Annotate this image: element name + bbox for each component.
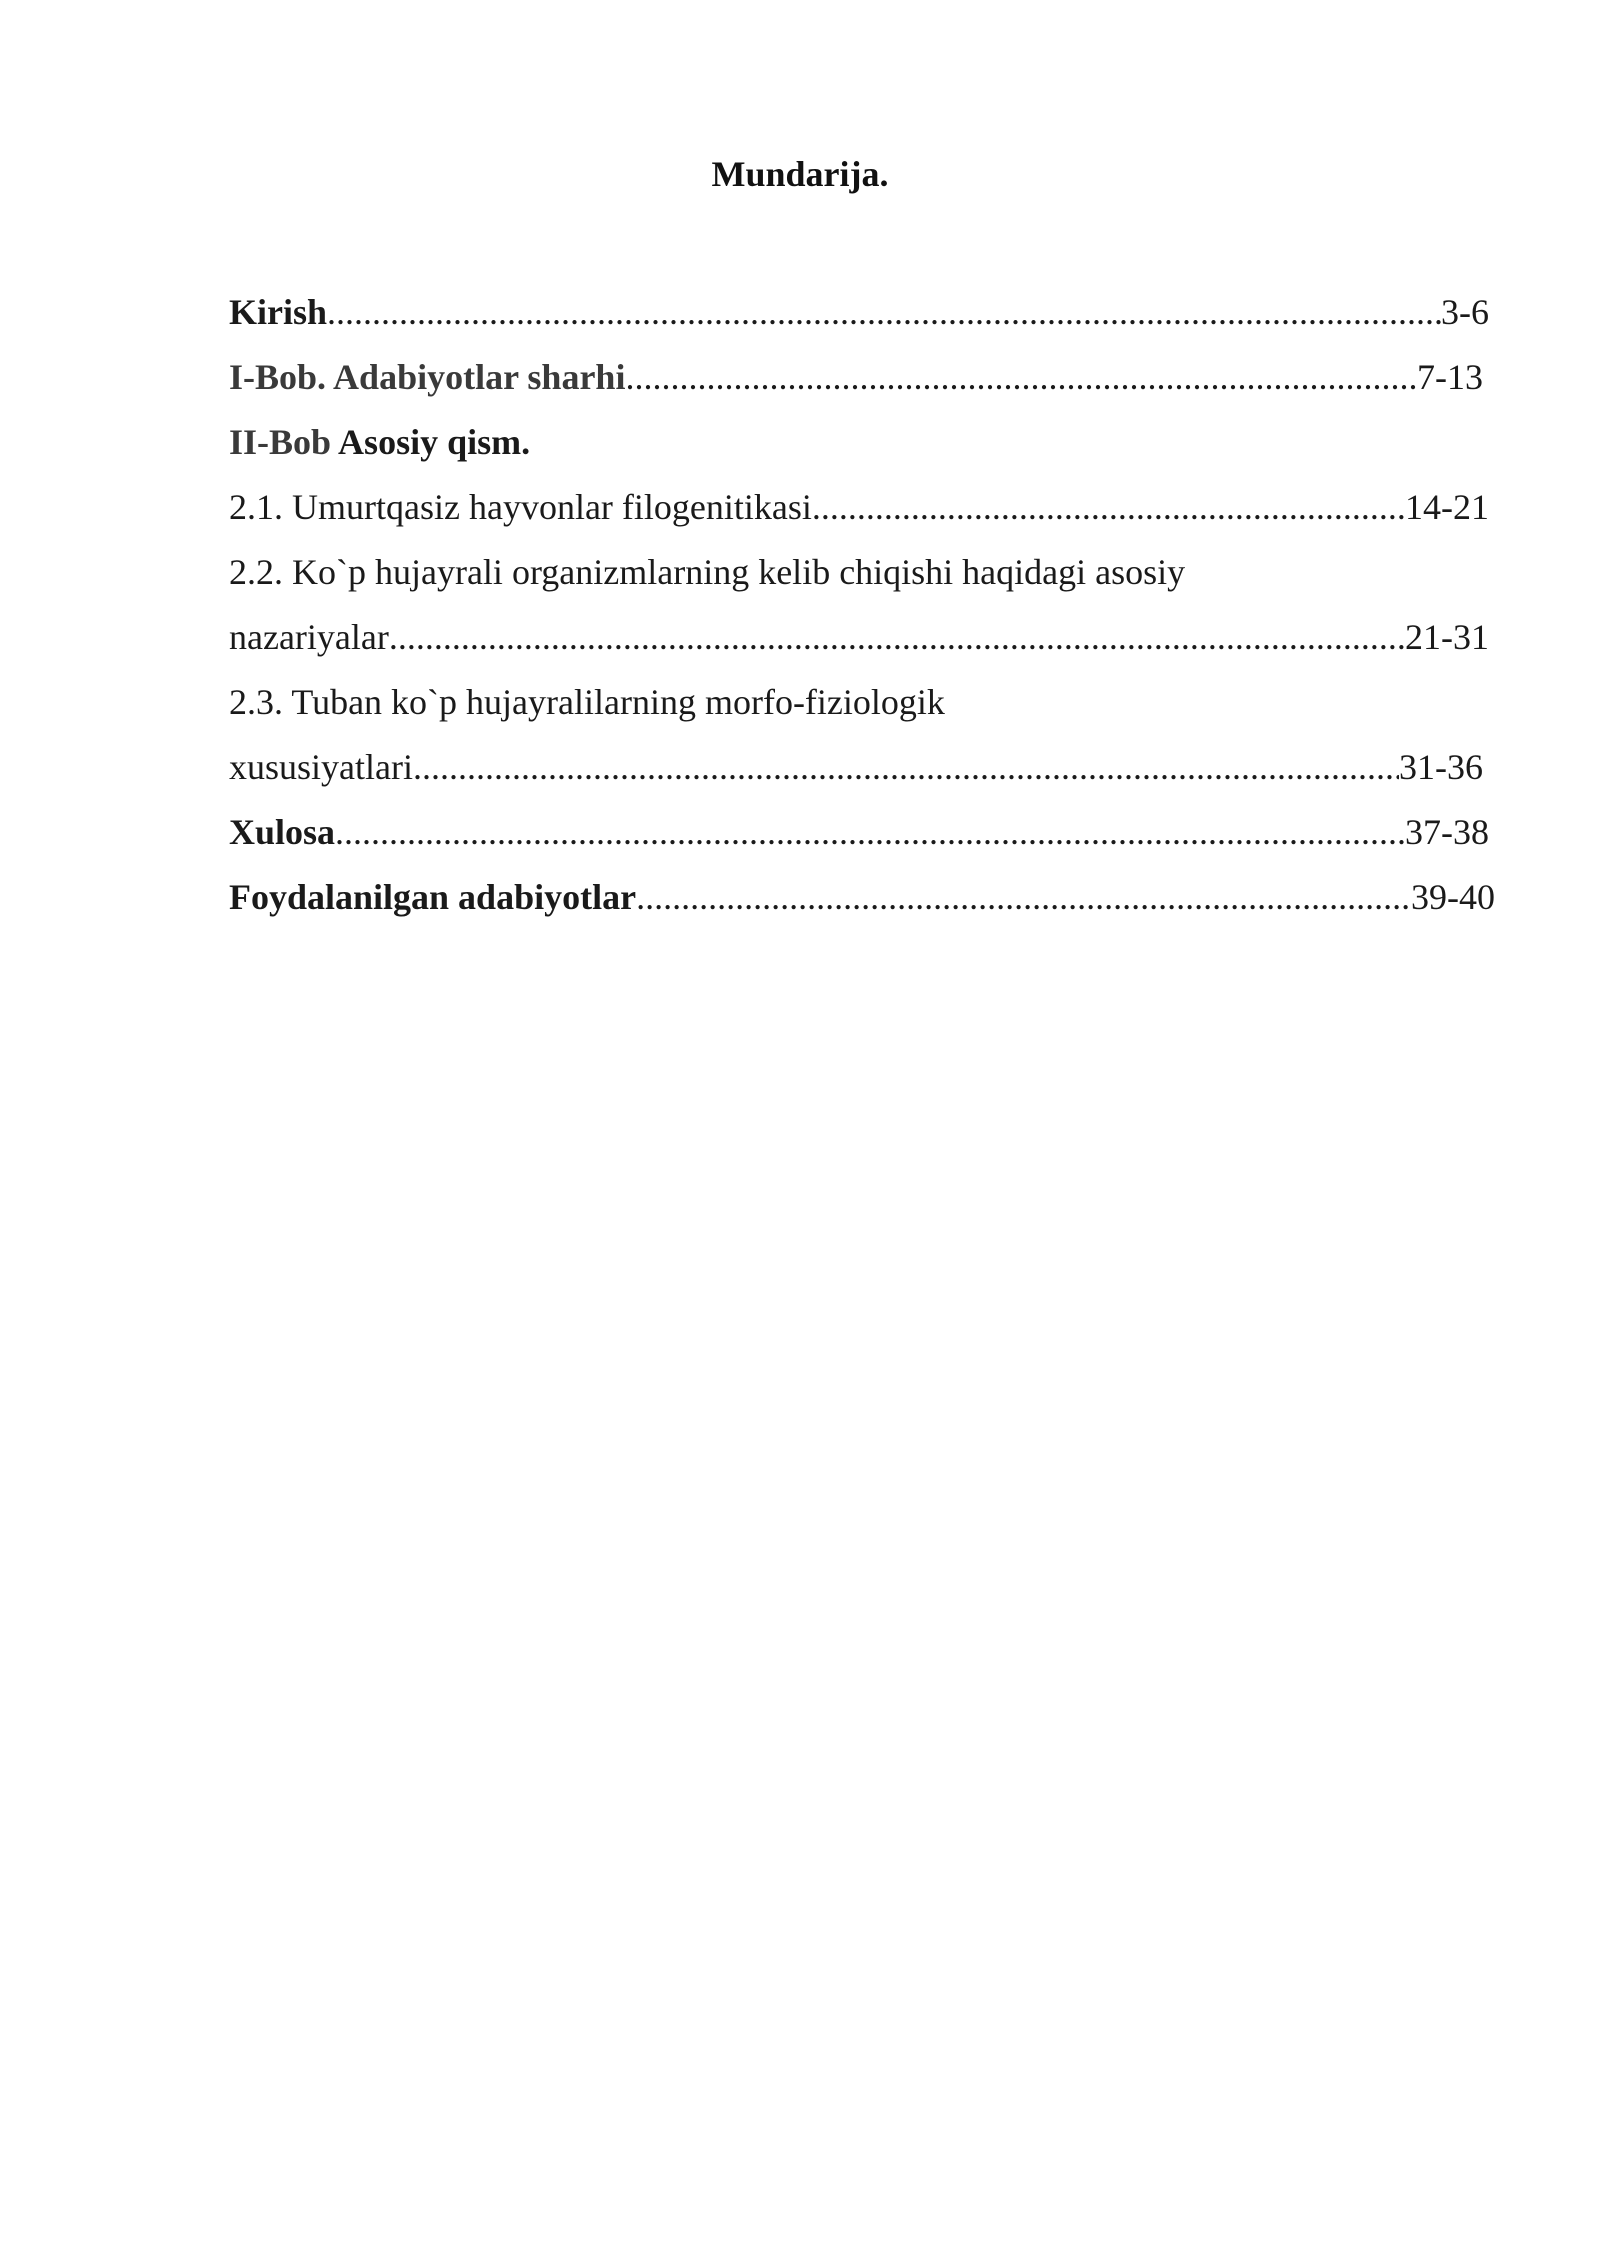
toc-entry-label: Xulosa: [229, 812, 336, 852]
dot-leader: [625, 345, 1417, 410]
toc-entry-page: 7-13: [1417, 345, 1483, 410]
toc-entry-label: 2.3. Tuban ko`p hujayralilarning morfo-fiziologik: [229, 682, 945, 722]
dot-leader: [636, 865, 1411, 930]
toc-entry-page: 39-40: [1411, 865, 1495, 930]
dot-leader: [413, 735, 1399, 800]
toc-entry-label-prefix: II-Bob: [229, 422, 332, 462]
toc-entry-page: 37-38: [1405, 800, 1489, 865]
toc-entry-section-2-3-line2: [229, 735, 1483, 800]
toc-entry-label: xususiyatlari: [229, 747, 413, 787]
toc-entry-label: 2.2. Ko`p hujayrali organizmlarning kelib chiqishi haqidagi asosiy: [229, 552, 1186, 592]
toc-entry-label: Foydalanilgan adabiyotlar: [229, 877, 637, 917]
toc-entry-chapter-1: [229, 345, 1483, 410]
toc-entry-label: I-Bob. Adabiyotlar sharhi: [229, 357, 626, 397]
toc-entry-label: Kirish: [229, 292, 328, 332]
toc-entry-xulosa: [229, 800, 1489, 865]
toc-entry-kirish: [229, 280, 1489, 345]
toc-entry-page: 3-6: [1441, 280, 1489, 345]
dot-leader: [327, 280, 1441, 345]
toc-entry-page: 21-31: [1405, 605, 1489, 670]
toc-entry-section-2-2-line1: [229, 540, 1489, 605]
toc-entry-page: 14-21: [1405, 475, 1489, 540]
toc-entry-section-2-1: [229, 475, 1489, 540]
toc-entry-label: Asosiy qism.: [331, 422, 531, 462]
toc-entry-label: 2.1. Umurtqasiz hayvonlar filogenitikasi: [229, 487, 812, 527]
toc-entry-references: [229, 865, 1495, 930]
dot-leader: [335, 800, 1405, 865]
toc-entry-page: 31-36: [1399, 735, 1483, 800]
toc-entry-section-2-3-line1: [229, 670, 1489, 735]
dot-leader: [812, 475, 1405, 540]
dot-leader: [389, 605, 1405, 670]
toc-entry-chapter-2: [229, 410, 1489, 475]
page-title: Mundarija.: [711, 154, 889, 194]
toc-entry-label: nazariyalar: [229, 617, 389, 657]
table-of-contents: [229, 280, 1495, 930]
toc-entry-section-2-2-line2: [229, 605, 1489, 670]
